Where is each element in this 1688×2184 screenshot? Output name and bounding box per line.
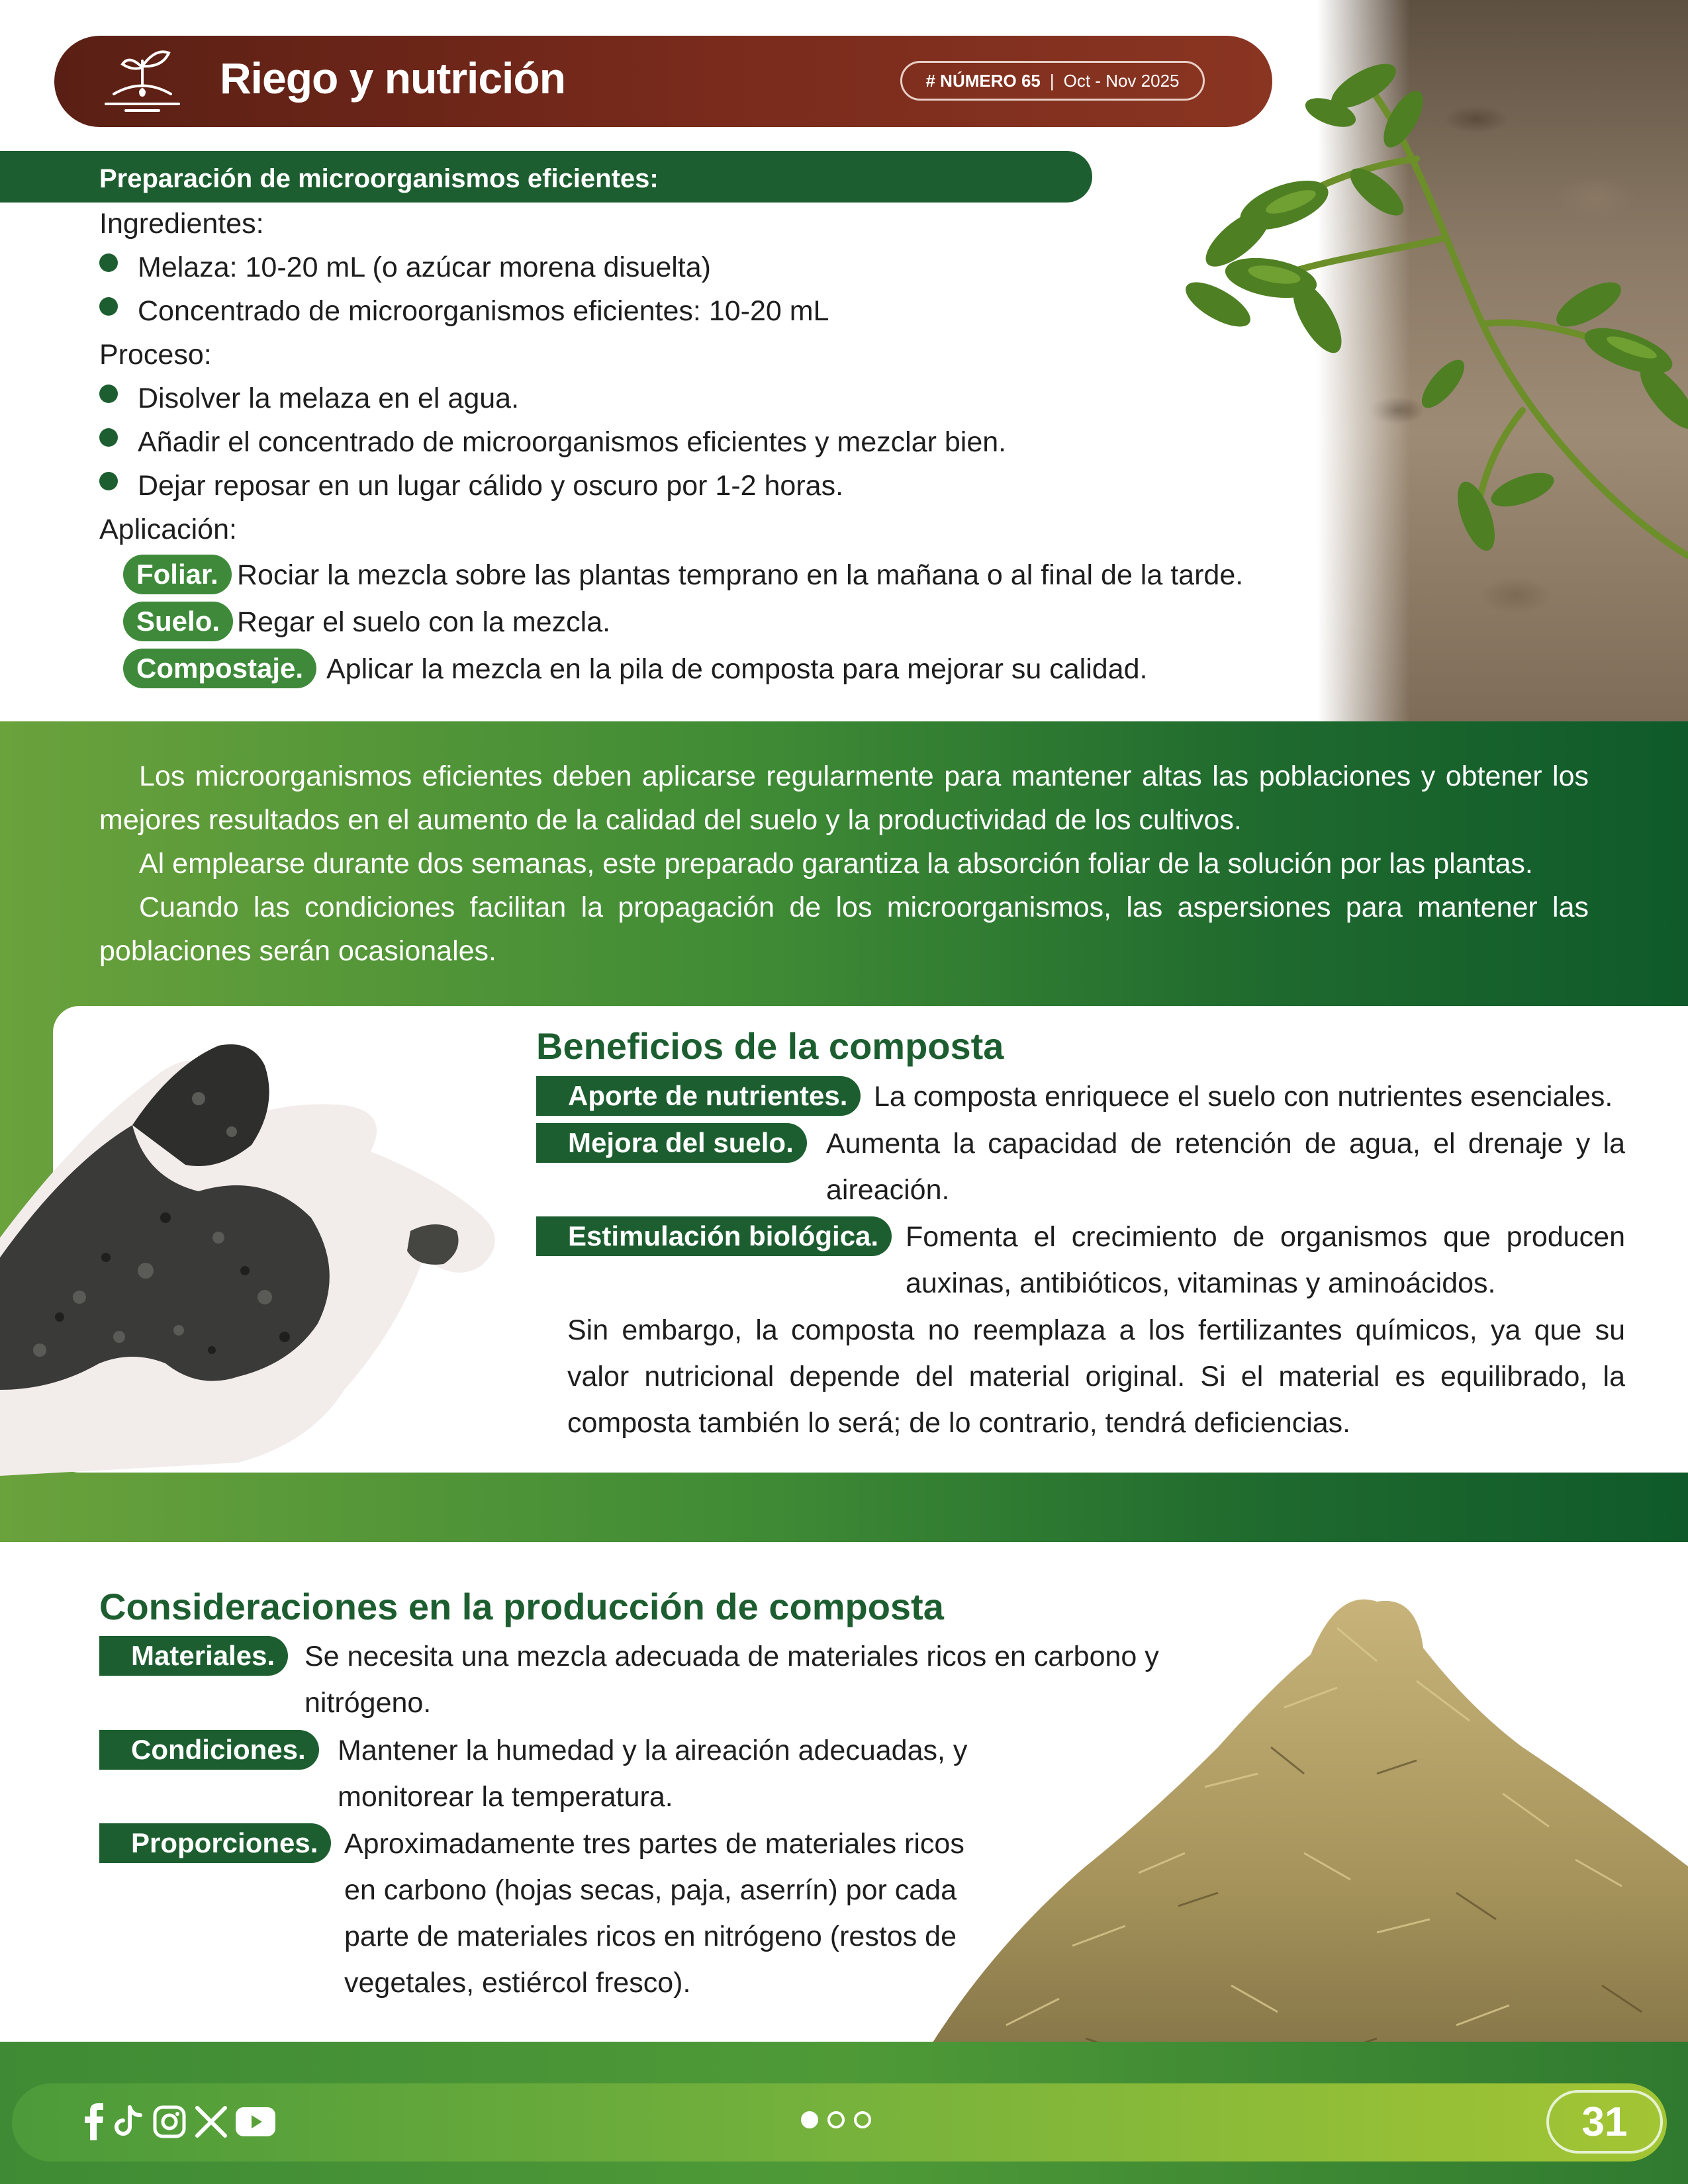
ingredients-label: Ingredientes:: [99, 208, 264, 240]
bullet: [99, 472, 118, 490]
facebook-icon[interactable]: [85, 2103, 105, 2144]
bullet: [99, 385, 118, 403]
application-text: Regar el suelo con la mezcla.: [237, 606, 611, 638]
band-paragraphs: [99, 754, 1589, 973]
band-paragraph: Cuando las condiciones facilitan la propagación de los microorganismos, las aspersiones para mantener las poblaciones serán ocasionales.: [99, 891, 1589, 967]
page-dot[interactable]: [854, 2111, 871, 2128]
consideration-tag: Condiciones.: [99, 1730, 319, 1770]
ingredient-item: Melaza: 10-20 mL (o azúcar morena disuelta): [138, 251, 711, 283]
process-step: Dejar reposar en un lugar cálido y oscuro por 1-2 horas.: [138, 470, 844, 502]
benefit-text: Fomenta el crecimiento de organismos que producen auxinas, antibióticos, vitaminas y aminoácidos.: [906, 1221, 1625, 1299]
page-dot[interactable]: [827, 2111, 845, 2128]
benefits-title: Beneficios de la composta: [536, 1025, 1004, 1067]
page-dot-active[interactable]: [801, 2111, 818, 2128]
benefit-tag: Mejora del suelo.: [536, 1123, 807, 1163]
issue-number: # NÚMERO 65: [925, 70, 1041, 91]
consideration-tag: Materiales.: [99, 1636, 288, 1676]
compost-in-hand-photo: [0, 1019, 523, 1476]
band-paragraph: Al emplearse durante dos semanas, este preparado garantiza la absorción foliar de la solución por las plantas.: [139, 848, 1533, 880]
application-text: Aplicar la mezcla en la pila de composta para mejorar su calidad.: [326, 653, 1148, 685]
divider: |: [1049, 70, 1055, 91]
benefits-note: Sin embargo, la composta no reemplaza a los fertilizantes químicos, ya que su valor nutricional depende del material original. Si el material es equilibrado, la composta también lo será; de lo contrario, tendrá deficiencias.: [567, 1314, 1625, 1439]
benefit-text: Aumenta la capacidad de retención de agua, el drenaje y la aireación.: [826, 1128, 1625, 1206]
ingredient-item: Concentrado de microorganismos eficientes: 10-20 mL: [138, 295, 829, 327]
social-links: [85, 2103, 275, 2143]
issue-date: Oct - Nov 2025: [1063, 70, 1180, 91]
section-title: Riego y nutrición: [220, 54, 566, 103]
bullet: [99, 253, 118, 272]
irrigation-plant-icon: [99, 41, 185, 119]
application-tag-compostaje: Compostaje.: [123, 649, 316, 688]
consideration-text: Mantener la humedad y la aireación adecuadas, y monitorear la temperatura.: [338, 1735, 968, 1813]
bullet: [99, 428, 118, 447]
issue-badge: [900, 61, 1205, 101]
instagram-icon[interactable]: [152, 2105, 187, 2142]
benefit-text: La composta enriquece el suelo con nutrientes esenciales.: [874, 1081, 1613, 1113]
process-step: Añadir el concentrado de microorganismos eficientes y mezclar bien.: [138, 426, 1007, 458]
process-step: Disolver la melaza en el agua.: [138, 383, 520, 414]
application-label: Aplicación:: [99, 514, 237, 545]
band-paragraph: Los microorganismos eficientes deben aplicarse regularmente para mantener altas las poblaciones y obtener los mejores resultados en el aumento de la calidad del suelo y la productividad de los cultivos.: [99, 760, 1589, 836]
youtube-icon[interactable]: [236, 2107, 275, 2140]
x-icon[interactable]: [195, 2105, 228, 2142]
bullet: [99, 297, 118, 316]
consideration-text: Aproximadamente tres partes de materiales ricos en carbono (hojas secas, paja, aserrín) por cada parte de materiales ricos en nitrógeno (restos de vegetales, estiércol fresco).: [344, 1828, 964, 1999]
preparation-title: Preparación de microorganismos eficientes:: [99, 164, 659, 193]
page-indicator: [801, 2111, 871, 2128]
application-tag-foliar: Foliar.: [123, 555, 232, 594]
process-label: Proceso:: [99, 339, 212, 371]
considerations-title: Consideraciones en la producción de composta: [99, 1586, 944, 1627]
application-tag-suelo: Suelo.: [123, 602, 233, 641]
consideration-text: Se necesita una mezcla adecuada de materiales ricos en carbono y nitrógeno.: [305, 1641, 1159, 1719]
page-number: 31: [1546, 2090, 1663, 2154]
benefit-tag: Estimulación biológica.: [536, 1216, 892, 1256]
tiktok-icon[interactable]: [113, 2105, 144, 2142]
benefit-tag: Aporte de nutrientes.: [536, 1076, 861, 1116]
application-text: Rociar la mezcla sobre las plantas temprano en la mañana o al final de la tarde.: [237, 559, 1244, 591]
consideration-tag: Proporciones.: [99, 1823, 331, 1863]
